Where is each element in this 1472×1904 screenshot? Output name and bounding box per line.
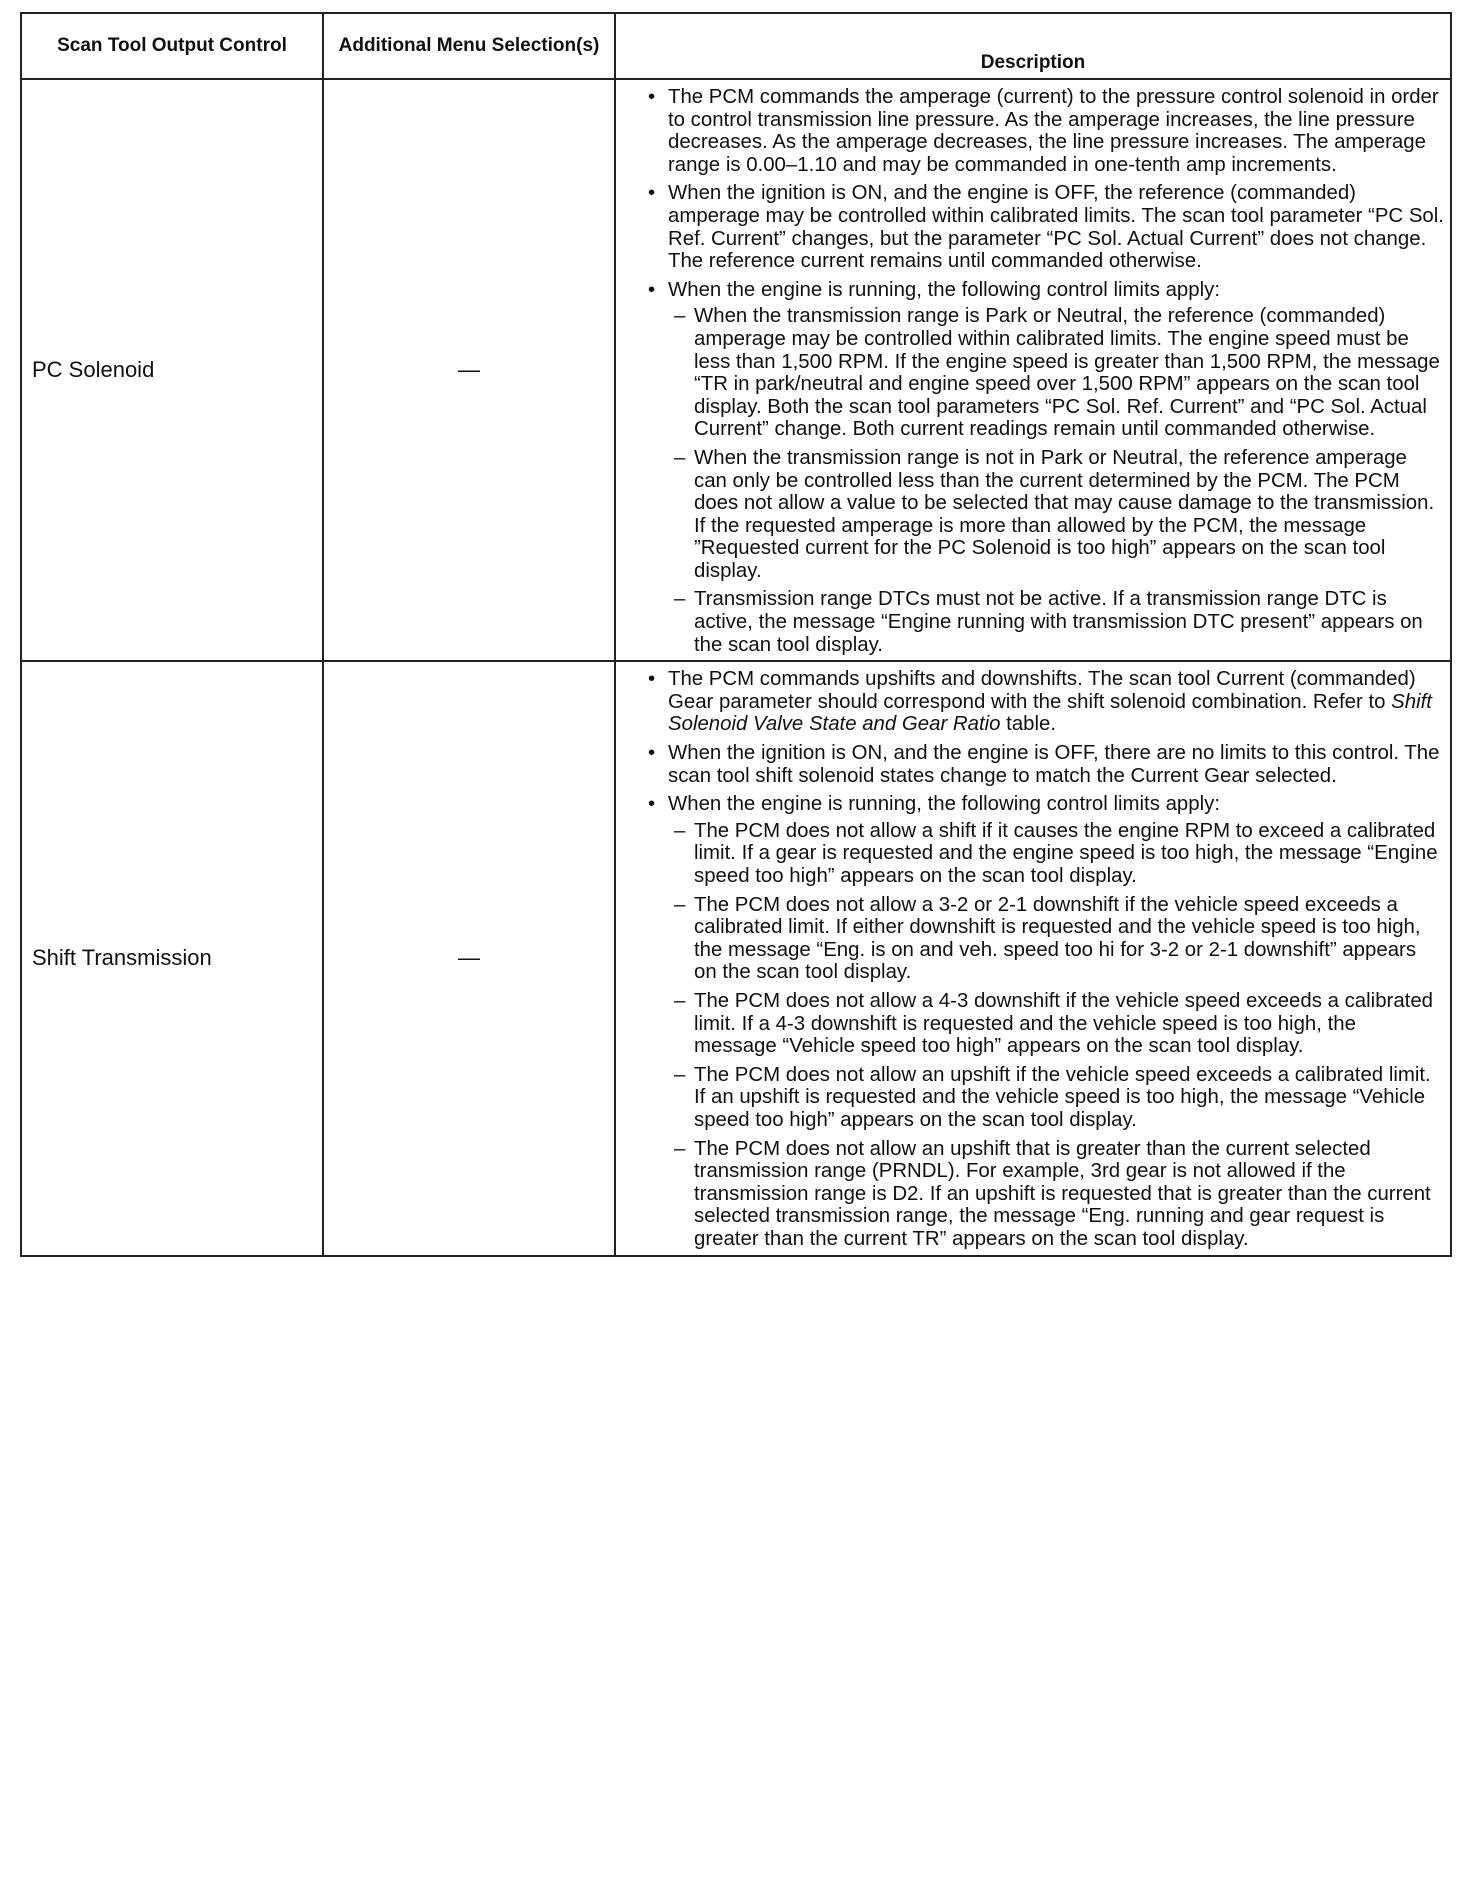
sub-item-text: Transmission range DTCs must not be active. If a transmission range DTC is active, the message “Engine running with transmission DTC present” appears on the scan tool display. [694, 588, 1423, 656]
bullet-text: The PCM commands the amperage (current) to the pressure control solenoid in order to control transmission line pressure. As the amperage increases, the line pressure decreases. As the amperage decreases, the line pressure increases. The amperage range is 0.00–1.10 and may be commanded in one-tenth amp increments. [668, 86, 1439, 176]
description-list [646, 668, 1444, 1250]
sub-list-item: – The PCM does not allow a shift if it causes the engine RPM to exceed a calibrated limit. If a gear is requested and the engine speed is too high, the message “Engine speed too high” appears on the scan tool display. [674, 819, 1438, 887]
control-name-cell: PC Solenoid [21, 79, 323, 661]
description-cell [615, 79, 1451, 661]
bullet-text-part: table. [1000, 713, 1057, 736]
table-header-row [21, 13, 1451, 79]
sub-item-text: The PCM does not allow a shift if it causes the engine RPM to exceed a calibrated limit. If a gear is requested and the engine speed is too high, the message “Engine speed too high” appears on the scan tool display. [694, 819, 1438, 887]
document-page [20, 12, 1450, 1888]
sub-item-text: The PCM does not allow an upshift if the vehicle speed exceeds a calibrated limit. If an upshift is requested and the vehicle speed is too high, the message “Vehicle speed too high” appears on the scan tool display. [694, 1063, 1431, 1131]
bullet-text-part: The PCM commands upshifts and downshifts. The scan tool Current (commanded) Gear parameter should correspond with the shift solenoid combination. Refer to [668, 668, 1416, 713]
table-row-pc-solenoid [21, 79, 1451, 661]
sub-list-item: – The PCM does not allow an upshift if the vehicle speed exceeds a calibrated limit. If an upshift is requested and the vehicle speed is too high, the message “Vehicle speed too high” appears on the scan tool display. [674, 1063, 1431, 1131]
sub-list-item: – When the transmission range is Park or Neutral, the reference (commanded) amperage may be controlled within calibrated limits. The engine speed must be less than 1,500 RPM. If the engine speed is greater than 1,500 RPM, the message “TR in park/neutral and engine speed over 1,500 RPM” appears on the scan tool display. Both the scan tool parameters “PC Sol. Ref. Current” and “PC Sol. Actual Current” change. Both current readings remain until commanded otherwise. [674, 305, 1440, 441]
control-name-cell: Shift Transmission [21, 661, 323, 1255]
list-item: • When the ignition is ON, and the engine is OFF, there are no limits to this control. The scan tool shift solenoid states change to match the Current Gear selected. [648, 742, 1440, 787]
header-description: Description [615, 13, 1451, 79]
description-cell [615, 661, 1451, 1255]
sub-item-text: When the transmission range is not in Park or Neutral, the reference amperage can only be controlled less than the current determined by the PCM. The PCM does not allow a value to be selected that may cause damage to the transmission. If the requested amperage is more than allowed by the PCM, the message ”Requested current for the PC Solenoid is too high” appears on the scan tool display. [694, 446, 1435, 582]
sub-item-text: When the transmission range is Park or Neutral, the reference (commanded) amperage may be controlled within calibrated limits. The engine speed must be less than 1,500 RPM. If the engine speed is greater than 1,500 RPM, the message “TR in park/neutral and engine speed over 1,500 RPM” appears on the scan tool display. Both the scan tool parameters “PC Sol. Ref. Current” and “PC Sol. Actual Current” change. Both current readings remain until commanded otherwise. [694, 305, 1440, 441]
sub-item-text: The PCM does not allow a 3-2 or 2-1 downshift if the vehicle speed exceeds a calibrated limit. If either downshift is requested and the vehicle speed is too high, the message “Eng. is on and veh. speed too hi for 3-2 or 2-1 downshift” appears on the scan tool display. [694, 893, 1421, 984]
sub-item-text: The PCM does not allow a 4-3 downshift if the vehicle speed exceeds a calibrated limit. If a 4-3 downshift is requested and the vehicle speed is too high, the message “Vehicle speed too high” appears on the scan tool display. [694, 989, 1434, 1058]
bullet-text: When the ignition is ON, and the engine is OFF, there are no limits to this control. The scan tool shift solenoid states change to match the Current Gear selected. [668, 742, 1440, 787]
sub-item-text: The PCM does not allow an upshift that is greater than the current selected transmission range (PRNDL). For example, 3rd gear is not allowed if the transmission range is D2. If an upshift is requested that is greater than the current selected transmission range, the message “Eng. running and gear request is greater than the current TR” appears on the scan tool display. [694, 1137, 1431, 1250]
sub-list-item: – The PCM does not allow an upshift that is greater than the current selected transmission range (PRNDL). For example, 3rd gear is not allowed if the transmission range is D2. If an upshift is requested that is greater than the current selected transmission range, the message “Eng. running and gear request is greater than the current TR” appears on the scan tool display. [674, 1137, 1431, 1250]
sub-list-item: – The PCM does not allow a 3-2 or 2-1 downshift if the vehicle speed exceeds a calibrated limit. If either downshift is requested and the vehicle speed is too high, the message “Eng. is on and veh. speed too hi for 3-2 or 2-1 downshift” appears on the scan tool display. [674, 893, 1421, 984]
sub-list-item: – When the transmission range is not in Park or Neutral, the reference amperage can only be controlled less than the current determined by the PCM. The PCM does not allow a value to be selected that may cause damage to the transmission. If the requested amperage is more than allowed by the PCM, the message ”Requested current for the PC Solenoid is too high” appears on the scan tool display. [674, 446, 1435, 582]
header-additional-menu-selections: Additional Menu Selection(s) [323, 13, 615, 79]
description-list [646, 86, 1444, 656]
bullet-text: When the engine is running, the following control limits apply: [668, 278, 1220, 301]
bullet-text: When the ignition is ON, and the engine is OFF, the reference (commanded) amperage may be controlled within calibrated limits. The scan tool parameter “PC Sol. Ref. Current” changes, but the parameter “PC Sol. Actual Current” does not change. The reference current remains until commanded otherwise. [668, 182, 1444, 273]
menu-selection-cell: — [323, 661, 615, 1255]
bullet-text: When the engine is running, the following control limits apply: [668, 793, 1220, 816]
sub-list [674, 820, 1444, 1251]
sub-list-item: – The PCM does not allow a 4-3 downshift if the vehicle speed exceeds a calibrated limit. If a 4-3 downshift is requested and the vehicle speed is too high, the message “Vehicle speed too high” appears on the scan tool display. [674, 989, 1434, 1058]
bullet-text [668, 668, 1432, 735]
list-item: • The PCM commands upshifts and downshifts. The scan tool Current (commanded) Gear parameter should correspond with the shift solenoid combination. Refer to Shift Solenoid Valve State and Gear Ratio table. [648, 668, 1432, 736]
table-reference-link-text: Shift Solenoid Valve State and Gear Ratio [668, 690, 1432, 736]
menu-selection-cell: — [323, 79, 615, 661]
list-item: • The PCM commands the amperage (current) to the pressure control solenoid in order to control transmission line pressure. As the amperage increases, the line pressure decreases. As the amperage decreases, the line pressure increases. The amperage range is 0.00–1.10 and may be commanded in one-tenth amp increments. [648, 86, 1439, 176]
table-row-shift-transmission [21, 661, 1451, 1255]
sub-list [674, 305, 1444, 656]
list-item: • When the ignition is ON, and the engine is OFF, the reference (commanded) amperage may be controlled within calibrated limits. The scan tool parameter “PC Sol. Ref. Current” changes, but the parameter “PC Sol. Actual Current” does not change. The reference current remains until commanded otherwise. [648, 182, 1444, 273]
sub-list-item: – Transmission range DTCs must not be active. If a transmission range DTC is active, the message “Engine running with transmission DTC present” appears on the scan tool display. [674, 588, 1423, 656]
header-scan-tool-output-control: Scan Tool Output Control [21, 13, 323, 79]
list-item: • When the engine is running, the following control limits apply: – The PCM does not allow a shift if it causes the engine RPM to exceed a calibrated limit. If a gear is requested and the engine speed is too high, the message “Engine speed too high” appears on the scan tool display. – The PCM does not allow a 3-2 or 2-1 downshift if the vehicle speed exceeds a calibrated limit. If either downshift is requested and the vehicle speed is too high, the message “Eng. is on and veh. speed too hi for 3-2 or 2-1 downshift” appears on the scan tool display. – The PCM does not allow a 4-3 downshift if the vehicle speed exceeds a calibrated limit. If a 4-3 downshift is requested and the vehicle speed is too high, the message “Vehicle speed too high” appears on the scan tool display. – The PCM does not allow an upshift if the vehicle speed exceeds a calibrated limit. If an upshift is requested and the vehicle speed is too high, the message “Vehicle speed too high” appears on the scan tool display. – The PCM does not allow an upshift that is greater than the current selected transmission range (PRNDL). For example, 3rd gear is not allowed if the transmission range is D2. If an upshift is requested that is greater than the current selected transmission range, the message “Eng. running and gear request is greater than the current TR” appears on the scan tool display. [646, 793, 1444, 1250]
output-control-table [20, 12, 1452, 1257]
list-item: • When the engine is running, the following control limits apply: – When the transmission range is Park or Neutral, the reference (commanded) amperage may be controlled within calibrated limits. The engine speed must be less than 1,500 RPM. If the engine speed is greater than 1,500 RPM, the message “TR in park/neutral and engine speed over 1,500 RPM” appears on the scan tool display. Both the scan tool parameters “PC Sol. Ref. Current” and “PC Sol. Actual Current” change. Both current readings remain until commanded otherwise. – When the transmission range is not in Park or Neutral, the reference amperage can only be controlled less than the current determined by the PCM. The PCM does not allow a value to be selected that may cause damage to the transmission. If the requested amperage is more than allowed by the PCM, the message ”Requested current for the PC Solenoid is too high” appears on the scan tool display. – Transmission range DTCs must not be active. If a transmission range DTC is active, the message “Engine running with transmission DTC present” appears on the scan tool display. [646, 279, 1444, 657]
